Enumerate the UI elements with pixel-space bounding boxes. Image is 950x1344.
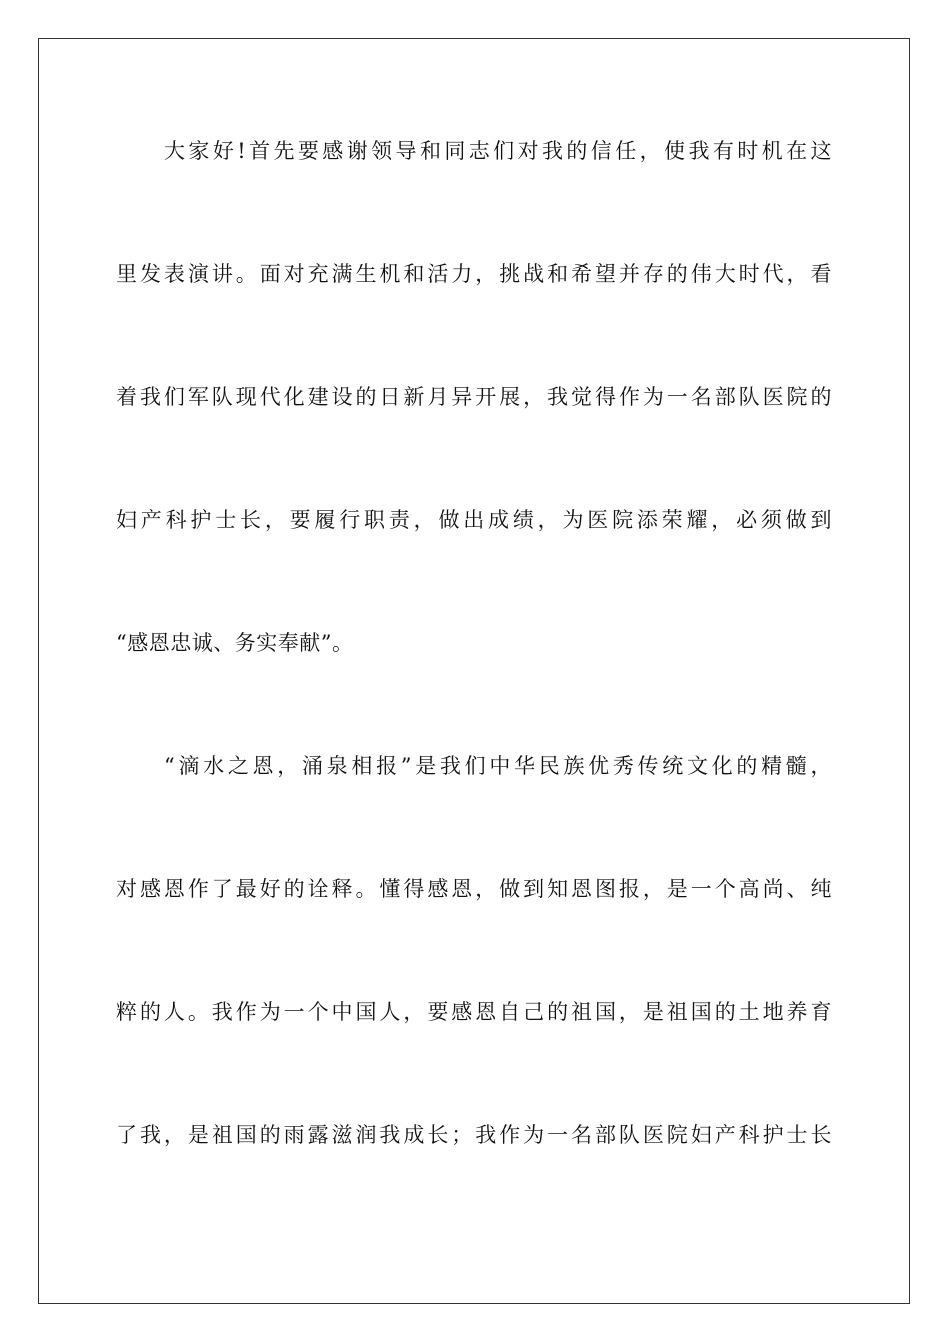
text-line: 妇产科护士长，要履行职责，做出成绩，为医院添荣耀，必须做到	[116, 508, 832, 532]
text-line: 着我们军队现代化建设的日新月异开展，我觉得作为一名部队医院的	[116, 385, 832, 409]
text-line: 对感恩作了最好的诠释。懂得感恩，做到知恩图报，是一个高尚、纯	[116, 877, 832, 901]
text-line: 粹的人。我作为一个中国人，要感恩自己的祖国，是祖国的土地养育	[116, 1000, 832, 1024]
page-border	[38, 38, 910, 1304]
text-line: “滴水之恩，涌泉相报”是我们中华民族优秀传统文化的精髓，	[164, 754, 832, 778]
text-line: “感恩忠诚、务实奉献”。	[116, 631, 354, 655]
text-line: 里发表演讲。面对充满生机和活力，挑战和希望并存的伟大时代，看	[116, 262, 832, 286]
text-line: 了我，是祖国的雨露滋润我成长；我作为一名部队医院妇产科护士长	[116, 1123, 832, 1147]
text-line: 大家好!首先要感谢领导和同志们对我的信任，使我有时机在这	[164, 139, 832, 163]
